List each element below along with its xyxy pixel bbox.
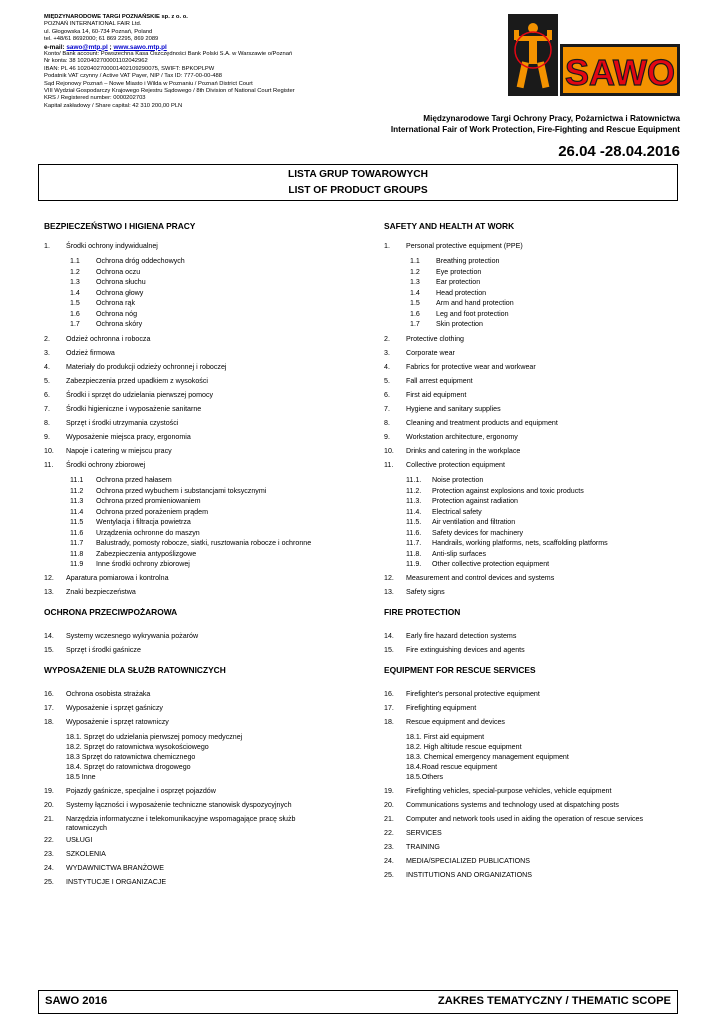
- item-number: 18.: [384, 718, 394, 726]
- item-number: 1.5: [410, 299, 420, 307]
- website-link[interactable]: www.sawo.mtp.pl: [113, 43, 167, 51]
- list-item: [384, 363, 536, 371]
- item-label: Arm and hand protection: [436, 299, 514, 307]
- company-detail: Nr konta: 38 1020402700001102042962: [44, 58, 148, 65]
- contact-line: [44, 44, 374, 51]
- item-number: 12.: [384, 574, 394, 582]
- sub-item: [70, 508, 208, 516]
- list-item: [384, 787, 611, 795]
- sub-item: [410, 289, 486, 297]
- item-number: 1.7: [70, 320, 80, 328]
- item-label: Środki ochrony zbiorowej: [66, 461, 146, 469]
- list-item: [384, 829, 442, 837]
- item-label: Urządzenia ochronne do maszyn: [96, 528, 200, 537]
- item-label: Inne środki ochrony zbiorowej: [96, 560, 190, 568]
- list-item: [44, 405, 201, 413]
- item-label: Wyposażenie i sprzęt ratowniczy: [66, 718, 169, 726]
- item-label: Early fire hazard detection systems: [406, 632, 517, 640]
- item-label: SERVICES: [406, 829, 442, 837]
- sub-item: [70, 476, 172, 484]
- item-label: Air ventilation and filtration: [432, 518, 516, 526]
- list-item: [384, 391, 466, 399]
- item-number: 11.3: [70, 497, 84, 505]
- item-number: 1.2: [70, 267, 80, 276]
- item-label: Ochrona dróg oddechowych: [96, 257, 185, 265]
- list-item: [44, 363, 226, 371]
- item-label: Workstation architecture, ergonomy: [406, 433, 518, 441]
- item-number: 5.: [384, 377, 390, 385]
- item-number: 20.: [44, 801, 54, 809]
- item-label: Eye protection: [436, 267, 482, 276]
- item-label: SZKOLENIA: [66, 850, 106, 858]
- sub-item: [406, 497, 518, 505]
- separator: ;: [107, 43, 114, 51]
- item-label: Personal protective equipment (PPE): [406, 242, 523, 250]
- item-label: TRAINING: [406, 843, 440, 851]
- company-detail: VIII Wydział Gospodarczy Krajowego Rejestru Sądowego / 8th Division of National Court Register: [44, 88, 295, 95]
- sub-item: 18.2. High altitude rescue equipment: [406, 743, 522, 751]
- item-number: 9.: [384, 433, 390, 441]
- item-number: 17.: [44, 704, 54, 712]
- item-number: 11.6.: [406, 528, 422, 537]
- sub-item: [406, 550, 486, 558]
- item-number: 16.: [44, 690, 54, 698]
- item-label: Fire extinguishing devices and agents: [406, 646, 525, 654]
- company-detail: IBAN: PL 46 1020402700001402109290075, SWIFT: BPKOPLPW: [44, 65, 215, 72]
- footer-left: SAWO 2016: [45, 995, 108, 1007]
- list-item: [44, 377, 208, 385]
- item-label: Ochrona skóry: [96, 320, 143, 328]
- item-label: Rescue equipment and devices: [406, 718, 505, 726]
- list-item: [44, 864, 164, 872]
- item-label: INSTYTUCJE I ORGANIZACJE: [66, 878, 167, 886]
- item-number: 11.4: [70, 507, 84, 516]
- fair-name-pl: Międzynarodowe Targi Ochrony Pracy, Pożarnictwa i Ratownictwa: [423, 114, 680, 123]
- list-item: [44, 588, 136, 596]
- item-number: 20.: [384, 801, 394, 809]
- item-number: 3.: [384, 349, 390, 357]
- list-item: [384, 419, 558, 427]
- item-number: 21.: [384, 815, 394, 823]
- item-label: Anti-slip surfaces: [432, 549, 487, 558]
- section-heading: EQUIPMENT FOR RESCUE SERVICES: [384, 665, 536, 675]
- sub-item: [406, 539, 608, 547]
- item-label: Firefighting equipment: [406, 704, 477, 712]
- company-info: [44, 14, 374, 110]
- item-label: Środki higieniczne i wyposażenie sanitarne: [66, 405, 202, 413]
- item-number: 1.: [384, 242, 390, 250]
- list-item: [384, 690, 540, 698]
- company-line: ul. Głogowska 14, 60-734 Poznań, Poland: [44, 28, 153, 35]
- item-number: 15.: [384, 646, 394, 654]
- item-label: Computer and network tools used in aiding the operation of rescue services: [406, 815, 643, 823]
- item-number: 6.: [384, 391, 390, 399]
- fair-dates: 26.04 -28.04.2016: [558, 143, 680, 160]
- item-label: Ear protection: [436, 278, 481, 286]
- list-item: [44, 242, 158, 250]
- sub-item: 18.1. Sprzęt do udzielania pierwszej pomocy medycznej: [66, 733, 243, 741]
- list-item: [384, 815, 643, 823]
- sub-item: [70, 539, 311, 547]
- list-item: [384, 574, 554, 582]
- item-number: 15.: [44, 646, 54, 654]
- item-label: Handrails, working platforms, nets, scaffolding platforms: [432, 539, 608, 547]
- item-label: Wyposażenie i sprzęt gaśniczy: [66, 704, 163, 712]
- item-label: Ochrona nóg: [96, 309, 138, 318]
- sub-item: 18.2. Sprzęt do ratownictwa wysokościowego: [66, 743, 209, 751]
- item-number: 10.: [44, 447, 54, 455]
- sub-item: [70, 550, 196, 558]
- list-item: [384, 349, 455, 357]
- item-label: Napoje i catering w miejscu pracy: [66, 447, 172, 455]
- item-number: 14.: [384, 632, 394, 640]
- sub-item: [410, 278, 480, 286]
- item-number: 11.9.: [406, 560, 422, 568]
- item-number: 11.2: [70, 486, 84, 495]
- company-line: tel. +48/61 8692000; 61 869 2295, 869 2089: [44, 36, 159, 43]
- item-label: Measurement and control devices and systems: [406, 574, 555, 582]
- item-number: 8.: [44, 419, 50, 427]
- item-label: Środki ochrony indywidualnej: [66, 242, 158, 250]
- item-number: 2.: [44, 335, 50, 343]
- item-number: 13.: [384, 588, 394, 596]
- sub-item: [70, 289, 143, 297]
- list-item: [384, 646, 525, 654]
- section-heading: BEZPIECZEŃSTWO I HIGIENA PRACY: [44, 221, 196, 231]
- list-item: [44, 801, 292, 809]
- item-label: Ochrona przed promieniowaniem: [96, 497, 201, 505]
- sub-item: [70, 518, 191, 526]
- sub-item: [410, 320, 483, 328]
- item-number: 1.: [44, 242, 50, 250]
- item-number: 1.3: [410, 278, 420, 286]
- sub-item: 18.4.Road rescue equipment: [406, 763, 498, 771]
- item-label: Środki i sprzęt do udzielania pierwszej pomocy: [66, 391, 214, 399]
- item-label: Zabezpieczenia przed upadkiem z wysokości: [66, 377, 208, 385]
- item-number: 1.6: [70, 309, 80, 318]
- footer-right: ZAKRES TEMATYCZNY / THEMATIC SCOPE: [437, 995, 671, 1007]
- sub-item: 18.4. Sprzęt do ratownictwa drogowego: [66, 763, 191, 771]
- item-label: Safety devices for machinery: [432, 528, 524, 537]
- item-label: USŁUGI: [66, 836, 93, 844]
- sub-item: [406, 508, 482, 516]
- item-label: Zabezpieczenia antypoślizgowe: [96, 549, 197, 558]
- list-item: [44, 815, 316, 833]
- item-number: 7.: [44, 405, 50, 413]
- sub-item: [406, 529, 523, 537]
- item-label: Sprzęt i środki gaśnicze: [66, 646, 141, 654]
- sub-item: 18.3 Sprzęt do ratownictwa chemicznego: [66, 753, 196, 761]
- company-detail: Podatnik VAT czynny / Active VAT Payer, NIP / Tax ID: 777-00-00-488: [44, 73, 222, 80]
- list-item: [44, 718, 169, 726]
- sawo-logo: [508, 14, 680, 96]
- item-label: Cleaning and treatment products and equipment: [406, 419, 558, 427]
- title-en: LIST OF PRODUCT GROUPS: [288, 185, 428, 196]
- item-label: Hygiene and sanitary supplies: [406, 405, 501, 413]
- item-label: Systemy wczesnego wykrywania pożarów: [66, 632, 199, 640]
- item-label: Balustrady, pomosty robocze, siatki, rusztowania robocze i ochronne: [96, 539, 312, 547]
- item-label: Ochrona przed wybuchem i substancjami toksycznymi: [96, 486, 267, 495]
- item-number: 25.: [44, 878, 54, 886]
- list-item: [44, 836, 92, 844]
- item-number: 3.: [44, 349, 50, 357]
- item-number: 12.: [44, 574, 54, 582]
- list-item: [44, 391, 213, 399]
- list-item: [44, 335, 150, 343]
- company-detail: KRS / Registered number: 0000202703: [44, 95, 146, 102]
- item-label: Protection against explosions and toxic products: [432, 486, 584, 495]
- item-number: 19.: [384, 787, 394, 795]
- sub-item: 18.1. First aid equipment: [406, 733, 485, 741]
- item-number: 1.6: [410, 309, 420, 318]
- fair-name: [391, 113, 680, 135]
- item-number: 21.: [44, 815, 54, 823]
- item-number: 23.: [44, 850, 54, 858]
- fair-name-en: International Fair of Work Protection, Fire-Fighting and Rescue Equipment: [390, 125, 680, 134]
- sub-item: [70, 560, 190, 568]
- list-item: [44, 349, 115, 357]
- item-number: 11.5.: [406, 518, 422, 526]
- item-number: 11.4.: [406, 507, 422, 516]
- section-heading: SAFETY AND HEALTH AT WORK: [384, 221, 515, 231]
- item-label: Wentylacja i filtracja powietrza: [96, 518, 191, 526]
- list-item: [384, 242, 523, 250]
- item-label: Firefighter's personal protective equipment: [406, 690, 540, 698]
- item-number: 13.: [44, 588, 54, 596]
- list-item: [384, 801, 619, 809]
- company-name: MIĘDZYNARODOWE TARGI POZNAŃSKIE sp. z o. o.: [44, 14, 188, 20]
- item-number: 11.5: [70, 518, 84, 526]
- item-label: Ochrona przed porażeniem prądem: [96, 507, 208, 516]
- list-item: [384, 588, 445, 596]
- item-label: Aparatura pomiarowa i kontrolna: [66, 574, 169, 582]
- list-item: [44, 690, 150, 698]
- item-number: 11.: [384, 461, 394, 469]
- sub-item: [70, 268, 140, 276]
- item-number: 25.: [384, 871, 394, 879]
- item-number: 4.: [384, 363, 390, 371]
- item-label: Pojazdy gaśnicze, specjalne i osprzęt pojazdów: [66, 787, 216, 795]
- item-number: 11.: [44, 461, 54, 469]
- item-number: 11.7.: [406, 539, 422, 547]
- list-item: [384, 718, 505, 726]
- sub-item: [410, 257, 500, 265]
- list-item: [384, 377, 473, 385]
- item-number: 11.7: [70, 539, 84, 547]
- item-label: Other collective protection equipment: [432, 560, 550, 568]
- list-item: [384, 461, 505, 469]
- item-label: Communications systems and technology used at dispatching posts: [406, 801, 619, 809]
- list-item: [384, 843, 440, 851]
- item-label: Ochrona osobista strażaka: [66, 690, 151, 698]
- item-label: Firefighting vehicles, special-purpose vehicles, vehicle equipment: [406, 787, 612, 795]
- item-label: Fabrics for protective wear and workwear: [406, 363, 536, 371]
- item-label: Sprzęt i środki utrzymania czystości: [66, 419, 179, 427]
- item-label: Materiały do produkcji odzieży ochronnej i roboczej: [66, 363, 227, 371]
- list-item: [44, 850, 106, 858]
- item-label: Odzież firmowa: [66, 349, 115, 357]
- email-label: e-mail:: [44, 43, 67, 51]
- list-item: [44, 878, 166, 886]
- company-detail: Kapitał zakładowy / Share capital: 42 310 200,00 PLN: [44, 102, 183, 109]
- item-label: Collective protection equipment: [406, 461, 505, 469]
- item-number: 17.: [384, 704, 394, 712]
- item-number: 9.: [44, 433, 50, 441]
- list-item: [44, 646, 141, 654]
- item-number: 1.1: [70, 257, 80, 265]
- section-heading: WYPOSAŻENIE DLA SŁUŻB RATOWNICZYCH: [44, 665, 226, 675]
- item-number: 11.9: [70, 560, 84, 568]
- item-label: Odzież ochronna i robocza: [66, 335, 151, 343]
- list-item: [44, 419, 178, 427]
- item-number: 1.4: [70, 288, 80, 297]
- list-item: [384, 871, 532, 879]
- list-item: [44, 574, 169, 582]
- list-item: [44, 704, 163, 712]
- sub-item: 18.3. Chemical emergency management equipment: [406, 753, 569, 761]
- company-line: POZNAŃ INTERNATIONAL FAIR Ltd.: [44, 21, 142, 28]
- item-number: 16.: [384, 690, 394, 698]
- item-label: Wyposażenie miejsca pracy, ergonomia: [66, 433, 191, 441]
- item-label: Corporate wear: [406, 349, 455, 357]
- sub-item: [70, 487, 266, 495]
- item-number: 11.8.: [406, 549, 422, 558]
- list-item: [384, 335, 464, 343]
- sub-item: [410, 310, 509, 318]
- company-detail: Sąd Rejonowy Poznań – Nowe Miasto i Wilda w Poznaniu / Poznań District Court: [44, 80, 253, 87]
- item-label: Protection against radiation: [432, 497, 518, 505]
- sub-item: [70, 320, 142, 328]
- item-number: 6.: [44, 391, 50, 399]
- list-item: [44, 461, 145, 469]
- item-number: 11.6: [70, 528, 84, 537]
- item-number: 7.: [384, 405, 390, 413]
- section-heading: OCHRONA PRZECIWPOŻAROWA: [44, 607, 178, 617]
- sub-item: [410, 268, 481, 276]
- email-link[interactable]: sawo@mtp.pl: [66, 43, 108, 51]
- sub-item: [406, 476, 483, 484]
- item-number: 11.1.: [406, 476, 422, 484]
- sub-item: [406, 518, 515, 526]
- sub-item: 18.5.Others: [406, 773, 444, 781]
- list-item: [384, 857, 530, 865]
- item-number: 1.4: [410, 288, 420, 297]
- item-number: 10.: [384, 447, 394, 455]
- sub-item: 18.5 Inne: [66, 773, 96, 781]
- item-number: 22.: [384, 829, 394, 837]
- sub-item: [410, 299, 514, 307]
- list-item: [384, 704, 476, 712]
- list-item: [44, 433, 191, 441]
- item-label: Fall arrest equipment: [406, 377, 473, 385]
- footer-bar: [38, 990, 678, 1014]
- item-number: 19.: [44, 787, 54, 795]
- item-label: Skin protection: [436, 320, 483, 328]
- item-label: Leg and foot protection: [436, 309, 509, 318]
- item-number: 1.5: [70, 299, 80, 307]
- item-number: 1.7: [410, 320, 420, 328]
- sub-item: [406, 487, 584, 495]
- item-number: 11.3.: [406, 497, 422, 505]
- title-pl: LISTA GRUP TOWAROWYCH: [288, 169, 428, 180]
- item-label: Head protection: [436, 288, 487, 297]
- list-item: [384, 405, 501, 413]
- item-number: 22.: [44, 836, 54, 844]
- list-item: [384, 433, 518, 441]
- item-number: 11.1: [70, 476, 84, 484]
- item-number: 18.: [44, 718, 54, 726]
- item-label: MEDIA/SPECIALIZED PUBLICATIONS: [406, 857, 531, 865]
- item-number: 1.3: [70, 278, 80, 286]
- logo-text: SAWO: [564, 52, 676, 93]
- item-label: Ochrona słuchu: [96, 278, 146, 286]
- item-number: 8.: [384, 419, 390, 427]
- item-label: Protective clothing: [406, 335, 464, 343]
- item-label: Ochrona głowy: [96, 288, 144, 297]
- item-label: Ochrona przed hałasem: [96, 476, 172, 484]
- sub-item: [70, 310, 137, 318]
- sub-item: [70, 278, 146, 286]
- item-number: 1.2: [410, 267, 420, 276]
- item-number: 11.8: [70, 549, 84, 558]
- item-label: First aid equipment: [406, 391, 467, 399]
- company-detail: Konto/ Bank account: Powszechna Kasa Oszczędności Bank Polski S.A. w Warszawie o/Poznań: [44, 51, 293, 58]
- item-number: 4.: [44, 363, 50, 371]
- sub-item: [406, 560, 549, 568]
- item-label: Breathing protection: [436, 257, 500, 265]
- list-item: [384, 447, 520, 455]
- item-number: 1.1: [410, 257, 420, 265]
- item-number: 2.: [384, 335, 390, 343]
- list-item: [384, 632, 516, 640]
- item-label: Ochrona oczu: [96, 267, 141, 276]
- section-heading: FIRE PROTECTION: [384, 607, 461, 617]
- title-box: [38, 164, 678, 201]
- list-item: [44, 447, 172, 455]
- sub-item: [70, 497, 201, 505]
- item-label: Systemy łączności i wyposażenie techniczne stanowisk dyspozycyjnych: [66, 801, 292, 809]
- sub-item: [70, 299, 135, 307]
- item-label: Noise protection: [432, 476, 484, 484]
- item-number: 11.2.: [406, 486, 422, 495]
- item-label: Electrical safety: [432, 507, 482, 516]
- list-item: [44, 632, 198, 640]
- item-label: INSTITUTIONS AND ORGANIZATIONS: [406, 871, 532, 879]
- item-label: Drinks and catering in the workplace: [406, 447, 521, 455]
- item-number: 24.: [44, 864, 54, 872]
- item-number: 24.: [384, 857, 394, 865]
- list-item: [44, 787, 216, 795]
- item-number: 23.: [384, 843, 394, 851]
- item-label: Narzędzia informatyczne i telekomunikacyjne wspomagające pracę służb ratowniczych: [66, 815, 296, 832]
- item-number: 5.: [44, 377, 50, 385]
- item-number: 14.: [44, 632, 54, 640]
- item-label: Ochrona rąk: [96, 299, 136, 307]
- item-label: Znaki bezpieczeństwa: [66, 588, 136, 596]
- item-label: Safety signs: [406, 588, 445, 596]
- sub-item: [70, 257, 185, 265]
- sub-item: [70, 529, 200, 537]
- item-label: WYDAWNICTWA BRANŻOWE: [66, 864, 164, 872]
